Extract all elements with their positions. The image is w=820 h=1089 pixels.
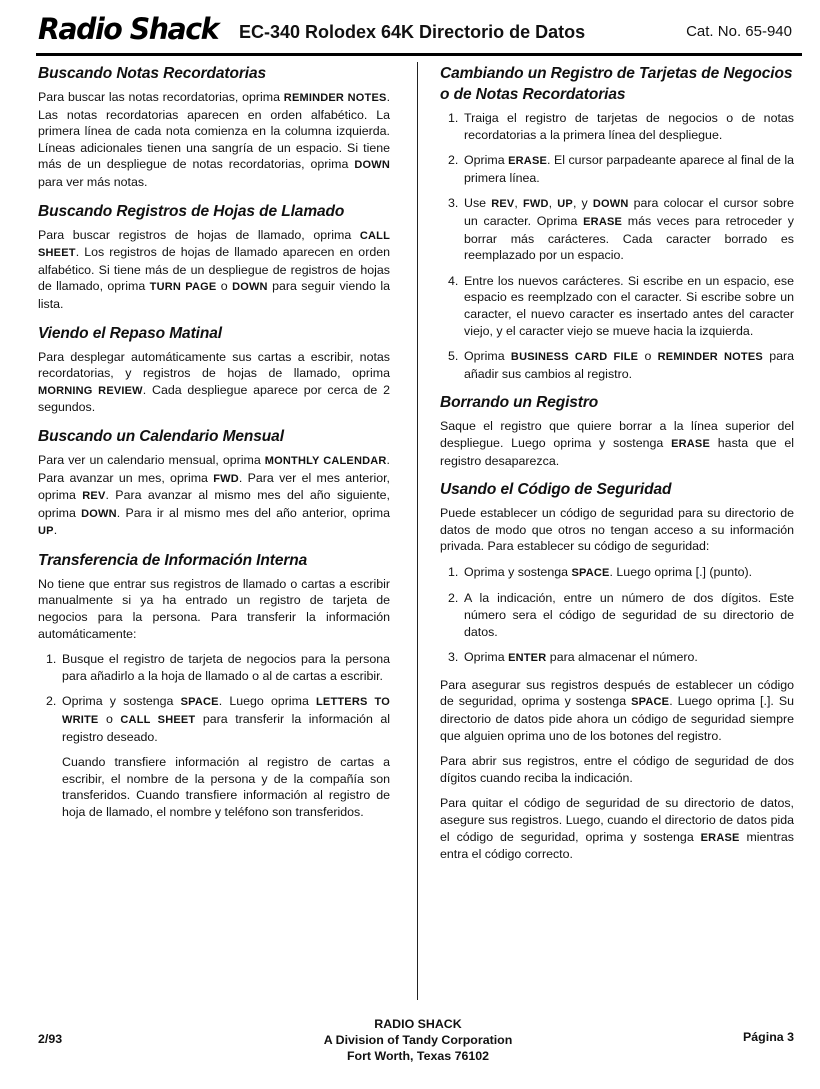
section-call-sheets: [38, 201, 390, 313]
body-paragraph: Para abrir sus registros, entre el código de seguridad de dos dígitos cuando reciba la indicación.: [440, 754, 794, 785]
brand-logo: Radio Shack: [38, 12, 219, 46]
key-name: DOWN: [592, 198, 629, 211]
column-divider: [417, 62, 418, 1000]
section-heading: Buscando Registros de Hojas de Llamado: [38, 202, 345, 220]
step-text: Oprima y sostenga SPACE. Luego oprima [.] (punto).: [464, 564, 753, 579]
key-name: UP: [557, 198, 573, 211]
step-number: 2.: [448, 153, 459, 168]
step-list: [440, 564, 794, 667]
catalog-number: Cat. No. 65-940: [686, 23, 792, 40]
body-paragraph: Para buscar registros de hojas de llamado, oprima CALL SHEET. Los registros de hojas de llamado aparecen en orden alfabético. Si tiene más de un despliegue de registros de hojas de llamado, oprima TURN PAGE o DOWN para seguir viendo la lista.: [38, 227, 390, 311]
key-name: TURN PAGE: [149, 281, 217, 294]
step-note: Cuando transfiere información al registro de cartas a escribir, el nombre de la persona y de la compañía son transferidos. Cuando transfiere información al registro de hoja de llamado, el nombre y teléfono son transferidos.: [62, 755, 390, 819]
body-paragraph: Para ver un calendario mensual, oprima MONTHLY CALENDAR. Para avanzar un mes, oprima FWD. Para ver el mes anterior, oprima REV. Para avanzar al mismo mes del año siguiente, oprima DOWN. Para ir al mismo mes del año anterior, oprima UP.: [38, 452, 390, 538]
step-number: 4.: [448, 273, 459, 288]
key-name: REMINDER NOTES: [657, 351, 763, 364]
key-name: MONTHLY CALENDAR: [264, 454, 387, 467]
key-name: DOWN: [354, 159, 390, 172]
section-heading: Cambiando un Registro de Tarjetas de Negocios o de Notas Recordatorias: [440, 65, 793, 103]
key-name: DOWN: [232, 281, 268, 294]
body-paragraph: Puede establecer un código de seguridad para su directorio de datos de modo que otros no tengan acceso a su información privada. Para establecer su código de seguridad:: [440, 506, 794, 554]
step-text: Busque el registro de tarjeta de negocios para la persona para añadirlo a la hoja de llamado o al de cartas a escribir.: [62, 652, 390, 683]
step-number: 2.: [448, 591, 459, 606]
header-rule: [36, 53, 802, 56]
step-list: [38, 651, 390, 820]
step-text: Oprima BUSINESS CARD FILE o REMINDER NOTES para añadir sus cambios al registro.: [464, 349, 794, 381]
key-name: FWD: [213, 472, 239, 485]
body-paragraph: Para buscar las notas recordatorias, oprima REMINDER NOTES. Las notas recordatorias aparecen en orden alfabético. La primera línea de cada nota comienza en la columna izquierda. Líneas adicionales tienen una sangría de un espacio. Si tiene más de un despliegue de notas recordatorias, oprima DOWN para ver más notas.: [38, 90, 391, 189]
footer-publisher: [38, 1016, 798, 1064]
body-paragraph: Para quitar el código de seguridad de su directorio de datos, asegure sus registros. Luego, cuando el directorio de datos pida el código de seguridad, oprima y sostenga ERASE mientras entra el código correcto.: [440, 796, 794, 862]
step-number: 3.: [448, 196, 459, 211]
key-name: CALL SHEET: [38, 229, 390, 260]
section-morning-review: [38, 323, 390, 416]
step-item: [440, 152, 794, 186]
key-name: REMINDER NOTES: [283, 92, 387, 104]
step-text: Oprima y sostenga SPACE. Luego oprima LETTERS TO WRITE o CALL SHEET para transferir la información al registro deseado.: [62, 694, 391, 744]
key-name: MORNING REVIEW: [38, 384, 143, 397]
key-name: ERASE: [508, 155, 548, 168]
key-name: UP: [38, 525, 54, 538]
body-paragraph: No tiene que entrar sus registros de llamado o cartas a escribir manualmente si ya ha entrado un registro de tarjeta de negocios para la persona. Para transferir la información automáticamente:: [38, 576, 390, 641]
page-header: [38, 12, 798, 52]
key-name: SPACE: [571, 566, 610, 579]
step-number: 1.: [46, 652, 57, 667]
body-paragraph: Para desplegar automáticamente sus cartas a escribir, notas recordatorias, y registros de hojas de llamado, oprima MORNING REVIEW. Cada despliegue aparece por cerca de 2 segundos.: [38, 349, 390, 415]
section-internal-transfer: [38, 550, 390, 821]
body-paragraph: Saque el registro que quiere borrar a la línea superior del despliegue. Luego oprima y sostenga ERASE hasta que el registro desaparezca.: [440, 419, 794, 468]
footer-address: Fort Worth, Texas 76102: [346, 1049, 490, 1063]
step-item: [440, 348, 794, 382]
step-number: 2.: [46, 694, 57, 709]
key-name: BUSINESS CARD FILE: [510, 351, 639, 364]
key-name: LETTERS TO WRITE: [62, 696, 390, 727]
step-list: [440, 110, 794, 382]
footer-company: RADIO SHACK: [374, 1017, 462, 1031]
key-name: ERASE: [700, 831, 740, 844]
step-text: Oprima ENTER para almacenar el número.: [464, 650, 698, 665]
right-column: [440, 63, 794, 873]
key-name: REV: [82, 490, 106, 503]
key-name: REV: [491, 198, 515, 211]
section-security-code: [440, 479, 794, 863]
key-name: DOWN: [81, 507, 117, 520]
key-name: ERASE: [583, 215, 623, 228]
section-heading: Viendo el Repaso Matinal: [38, 324, 222, 342]
step-item: [440, 273, 794, 339]
page-footer: [38, 1014, 798, 1074]
step-text: Traiga el registro de tarjetas de negocios o de notas recordatorias a la primera línea del despliegue.: [464, 111, 794, 142]
step-item: [440, 195, 794, 263]
step-number: 1.: [448, 564, 459, 579]
step-item: [440, 564, 794, 582]
step-number: 1.: [448, 111, 459, 125]
section-erasing-record: [440, 392, 794, 469]
section-heading: Buscando un Calendario Mensual: [38, 427, 284, 445]
step-text: A la indicación, entre un número de dos dígitos. Este número sera el código de seguridad de su directorio de datos.: [464, 591, 794, 639]
footer-division: A Division of Tandy Corporation: [323, 1033, 513, 1047]
step-number: 3.: [448, 650, 459, 665]
key-name: SPACE: [180, 696, 219, 709]
section-monthly-calendar: [38, 426, 390, 540]
step-item: [38, 693, 390, 820]
section-heading: Usando el Código de Seguridad: [440, 481, 672, 499]
step-item: [440, 110, 794, 143]
section-heading: Transferencia de Información Interna: [38, 551, 308, 569]
key-name: SPACE: [631, 696, 670, 709]
footer-date: 2/93: [38, 1032, 63, 1046]
step-item: [440, 649, 794, 667]
step-item: [38, 651, 390, 684]
body-paragraph: Para asegurar sus registros después de establecer un código de seguridad, oprima y sostenga SPACE. Luego oprima [.]. Su directorio de datos pide ahora un código de seguridad siempre que alguien oprima uno de los botones del registro.: [440, 677, 795, 743]
key-name: ENTER: [508, 652, 547, 665]
section-heading: Buscando Notas Recordatorias: [38, 65, 267, 82]
key-name: CALL SHEET: [120, 714, 196, 727]
document-title: EC-340 Rolodex 64K Directorio de Datos: [239, 22, 586, 42]
section-heading: Borrando un Registro: [440, 394, 599, 412]
page-number: Página 3: [743, 1030, 794, 1044]
step-text: Use REV, FWD, UP, y DOWN para colocar el cursor sobre un caracter. Oprima ERASE más veces para retroceder y borrar más carácteres. Cada caracter borrado es reemplazado por un espacio.: [464, 196, 795, 263]
step-text: Entre los nuevos carácteres. Si escribe en un espacio, ese espacio es reemplzado con el caracter. Si escribe sobre un caracter, el nuevo caracter es insertado antes del caracter viejo, y el caracter viejo se mueve hacia la izquierda.: [464, 273, 794, 338]
step-text: Oprima ERASE. El cursor parpadeante aparece al final de la primera línea.: [464, 153, 794, 185]
section-reminder-notes: [38, 63, 390, 191]
step-item: [440, 590, 794, 640]
key-name: FWD: [523, 198, 549, 211]
step-number: 5.: [448, 349, 459, 364]
key-name: ERASE: [671, 437, 711, 450]
left-column: [38, 63, 390, 831]
section-changing-record: [440, 63, 794, 382]
